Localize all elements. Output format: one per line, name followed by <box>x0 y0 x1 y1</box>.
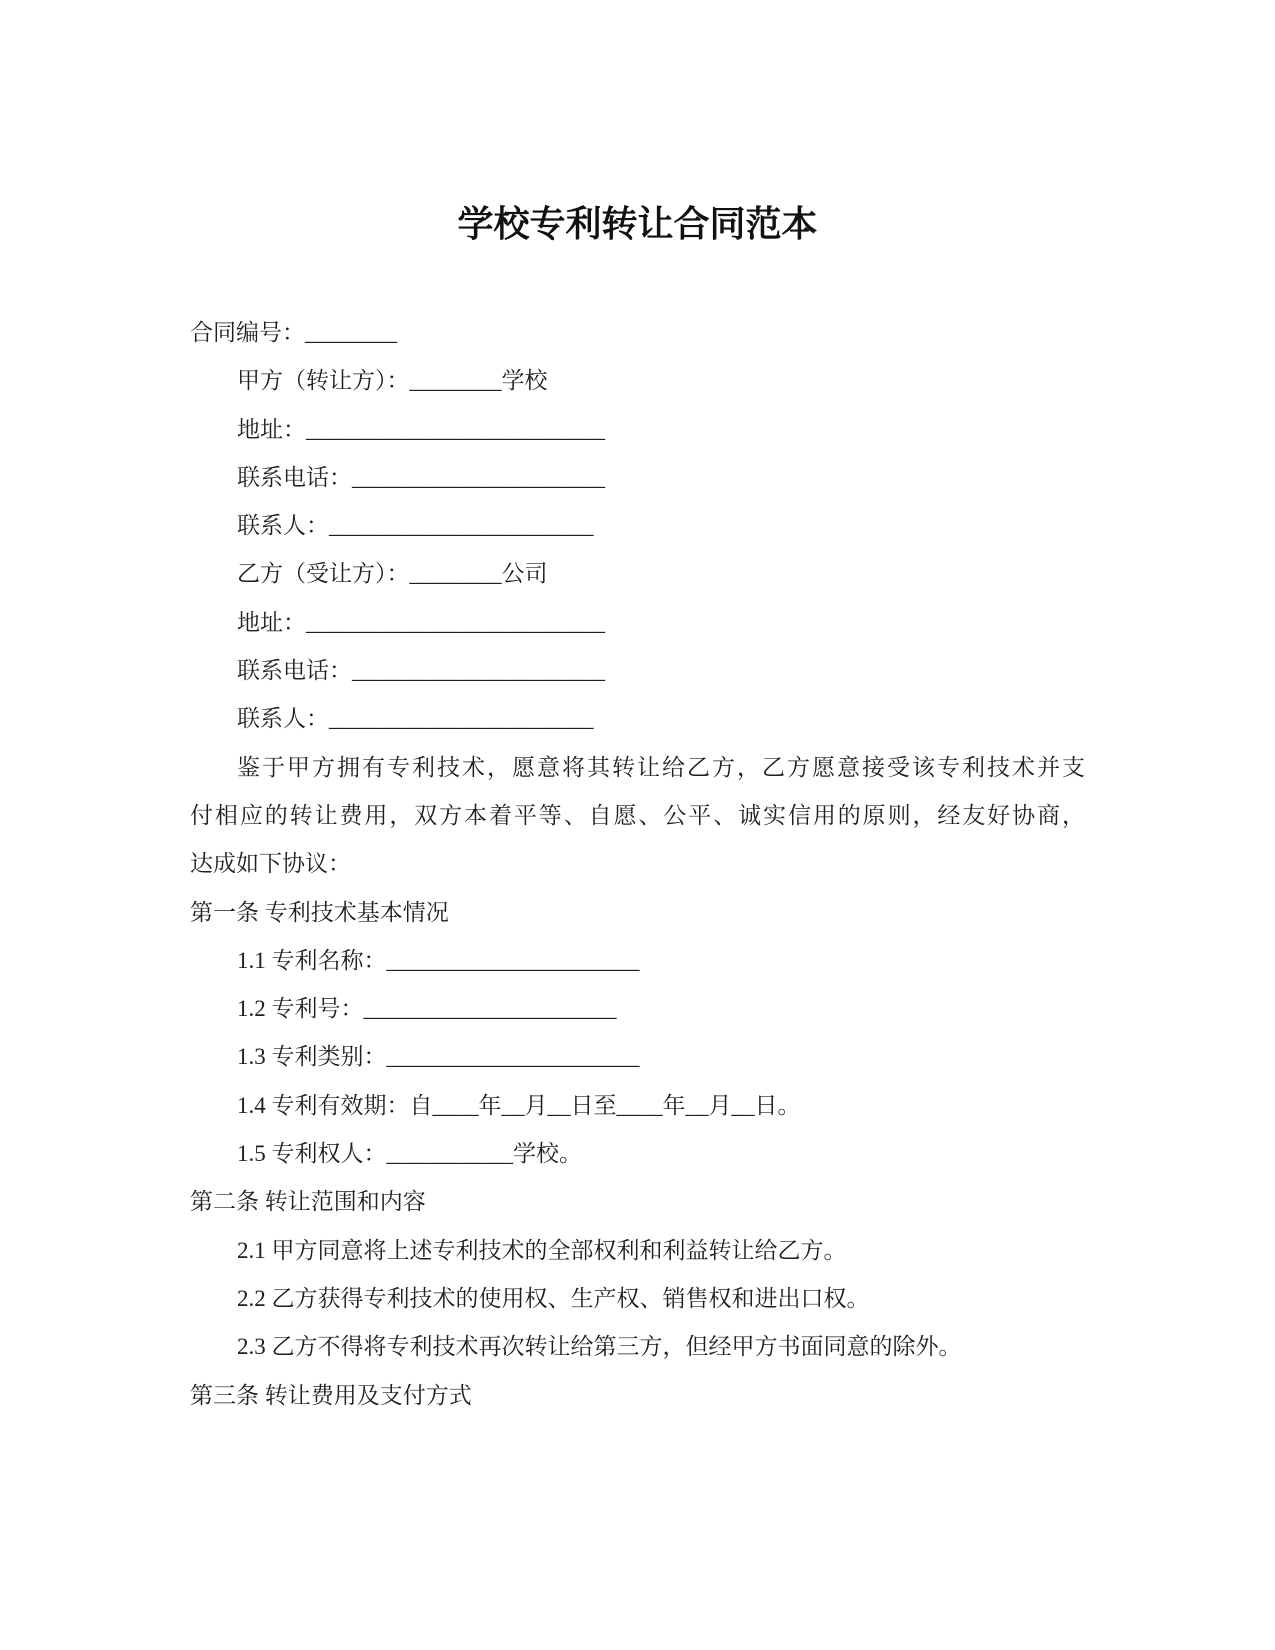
party-b-contact-line: 联系人：_______________________ <box>237 706 594 732</box>
clause-1-4-line: 1.4 专利有效期：自____年__月__日至____年__月__日。 <box>237 1092 801 1118</box>
clause-2-1-line: 2.1 甲方同意将上述专利技术的全部权利和利益转让给乙方。 <box>237 1237 847 1263</box>
preamble-line-1: 鉴于甲方拥有专利技术，愿意将其转让给乙方，乙方愿意接受该专利技术并支 <box>237 754 1085 780</box>
clause-2-2-line: 2.2 乙方获得专利技术的使用权、生产权、销售权和进出口权。 <box>237 1285 870 1311</box>
party-a-contact-line: 联系人：_______________________ <box>237 513 594 539</box>
party-b-phone-line: 联系电话：______________________ <box>237 658 605 684</box>
party-a-address-line: 地址：__________________________ <box>237 416 605 442</box>
party-a-phone-line: 联系电话：______________________ <box>237 464 605 490</box>
preamble-line-2: 付相应的转让费用，双方本着平等、自愿、公平、诚实信用的原则，经友好协商， <box>190 802 1085 828</box>
clause-1-5-line: 1.5 专利权人：___________学校。 <box>237 1141 582 1167</box>
document-title: 学校专利转让合同范本 <box>457 204 818 244</box>
contract-number-line: 合同编号：________ <box>190 320 397 345</box>
clause-1-1-line: 1.1 专利名称：______________________ <box>237 947 640 973</box>
clause-2-3-line: 2.3 乙方不得将专利技术再次转让给第三方，但经甲方书面同意的除外。 <box>237 1334 962 1360</box>
document-body <box>0 253 1275 1420</box>
clause-1-2-line: 1.2 专利号：______________________ <box>237 996 617 1022</box>
article-2-heading: 第二条 转让范围和内容 <box>190 1189 426 1215</box>
article-1-heading: 第一条 专利技术基本情况 <box>190 899 449 925</box>
article-3-heading: 第三条 转让费用及支付方式 <box>190 1382 472 1408</box>
preamble-line-3: 达成如下协议： <box>190 851 351 877</box>
clause-1-3-line: 1.3 专利类别：______________________ <box>237 1044 640 1070</box>
party-b-name-line: 乙方（受让方）：________公司 <box>237 561 548 587</box>
party-b-address-line: 地址：__________________________ <box>237 609 605 635</box>
party-a-name-line: 甲方（转让方）：________学校 <box>237 368 548 394</box>
